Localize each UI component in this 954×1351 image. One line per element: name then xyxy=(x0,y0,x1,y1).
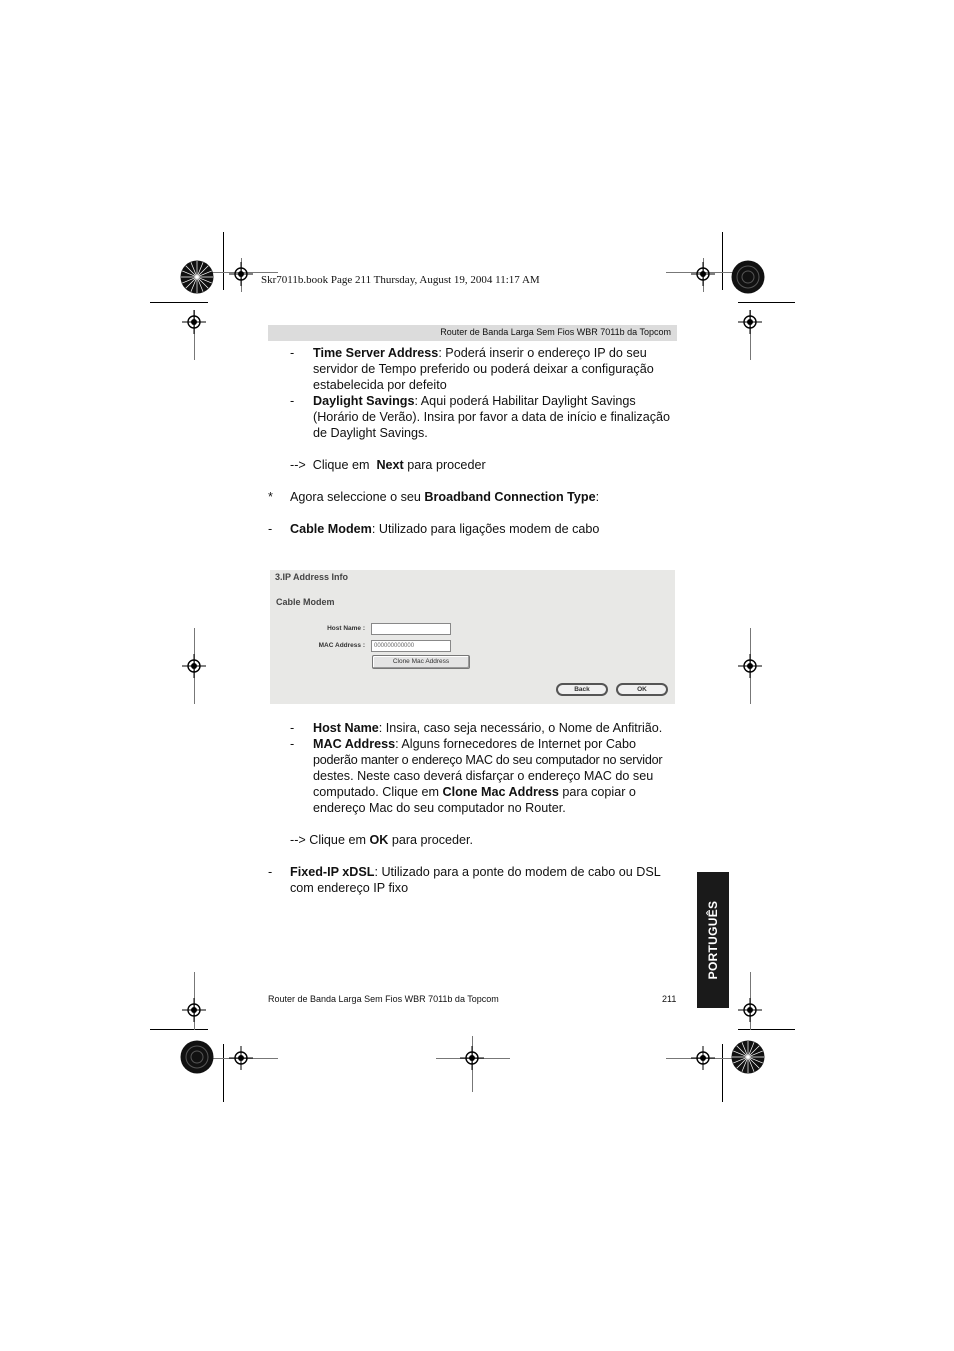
clone-mac-button[interactable]: Clone Mac Address xyxy=(372,655,470,669)
text: : Poderá inserir o endereço IP do seu xyxy=(438,346,647,360)
text: Agora seleccione o seu xyxy=(290,490,425,504)
term: Cable Modem xyxy=(290,522,372,536)
host-name-input[interactable] xyxy=(371,623,451,635)
print-info: Skr7011b.book Page 211 Thursday, August 19, 2004 11:17 AM xyxy=(261,274,540,286)
crosshair-mark-icon xyxy=(738,654,762,678)
router-ui-screenshot xyxy=(270,570,675,704)
term: Broadband Connection Type xyxy=(424,490,596,504)
fixed-ip-desc xyxy=(290,864,661,880)
text: : xyxy=(595,490,600,504)
term: Host Name xyxy=(313,721,379,735)
text-line: servidor de Tempo preferido ou poderá deixar a configuração xyxy=(313,362,654,376)
screenshot-title: 3.IP Address Info xyxy=(275,572,349,582)
term: MAC Address xyxy=(313,737,396,751)
select-instruction xyxy=(290,489,599,505)
language-tab xyxy=(697,872,729,1008)
text-line xyxy=(313,784,636,800)
list-dash: - xyxy=(290,737,295,751)
text: --> Clique em xyxy=(290,833,370,847)
term: Next xyxy=(376,458,404,472)
text: : Alguns fornecedores de Internet por Cabo xyxy=(395,737,636,751)
crosshair-mark-icon xyxy=(182,998,206,1022)
registration-starburst-icon xyxy=(180,260,214,294)
term: Fixed-IP xDSL xyxy=(290,865,375,879)
text-line: poderão manter o endereço MAC do seu computador no servidor xyxy=(313,753,663,767)
text: para copiar o xyxy=(558,785,636,799)
text-line: endereço Mac do seu computador no Router. xyxy=(313,801,566,815)
crosshair-mark-icon xyxy=(738,310,762,334)
text: para proceder xyxy=(403,458,486,472)
mac-address-label: MAC Address : xyxy=(318,642,365,649)
term: OK xyxy=(369,833,389,847)
page-number: 211 xyxy=(662,994,677,1004)
footer-title: Router de Banda Larga Sem Fios WBR 7011b da Topcom xyxy=(268,994,499,1004)
back-button[interactable]: Back xyxy=(556,683,608,696)
crosshair-mark-icon xyxy=(460,1046,484,1070)
registration-circle-icon xyxy=(180,1040,214,1074)
running-header xyxy=(268,325,677,341)
text: : Utilizado para a ponte do modem de cabo ou DSL xyxy=(374,865,661,879)
text-line: de Daylight Savings. xyxy=(313,426,428,440)
list-item-daylight-savings xyxy=(313,393,636,409)
crosshair-mark-icon xyxy=(229,262,253,286)
crosshair-mark-icon xyxy=(691,1046,715,1070)
screenshot-subtitle: Cable Modem xyxy=(276,597,335,607)
text-line: com endereço IP fixo xyxy=(290,881,409,895)
text: : Aqui poderá Habilitar Daylight Savings xyxy=(414,394,636,408)
list-dash: - xyxy=(290,721,295,735)
text: : Insira, caso seja necessário, o Nome de Anfitrião. xyxy=(378,721,663,735)
crosshair-mark-icon xyxy=(182,310,206,334)
term: Daylight Savings xyxy=(313,394,415,408)
text-line: (Horário de Verão). Insira por favor a data de início e finalização xyxy=(313,410,671,424)
cable-modem-desc xyxy=(290,521,599,537)
list-dash: - xyxy=(290,394,295,408)
crosshair-mark-icon xyxy=(182,654,206,678)
list-item-time-server xyxy=(313,345,647,361)
registration-starburst-icon xyxy=(731,1040,765,1074)
term: Clone Mac Address xyxy=(442,785,559,799)
list-dash: - xyxy=(268,865,273,879)
next-instruction xyxy=(290,457,486,473)
language-tab-label: PORTUGUÊS xyxy=(706,900,720,980)
mac-address-input[interactable]: 000000000000 xyxy=(371,640,451,652)
term: Time Server Address xyxy=(313,346,439,360)
text: para proceder. xyxy=(388,833,474,847)
text-line: estabelecida por defeito xyxy=(313,378,447,392)
ok-button[interactable]: OK xyxy=(616,683,668,696)
host-name-label: Host Name : xyxy=(327,625,365,632)
text: : Utilizado para ligações modem de cabo xyxy=(371,522,600,536)
text: computado. Clique em xyxy=(313,785,443,799)
running-header-text: Router de Banda Larga Sem Fios WBR 7011b da Topcom xyxy=(440,327,671,337)
text: --> Clique em xyxy=(290,458,377,472)
ok-instruction xyxy=(290,832,473,848)
crosshair-mark-icon xyxy=(691,262,715,286)
crosshair-mark-icon xyxy=(738,998,762,1022)
crosshair-mark-icon xyxy=(229,1046,253,1070)
text-line: destes. Neste caso deverá disfarçar o endereço MAC do seu xyxy=(313,769,654,783)
bullet: * xyxy=(268,490,273,504)
list-item-host-name xyxy=(313,720,662,736)
registration-circle-icon xyxy=(731,260,765,294)
list-dash: - xyxy=(268,522,273,536)
list-item-mac-address xyxy=(313,736,636,752)
list-dash: - xyxy=(290,346,295,360)
